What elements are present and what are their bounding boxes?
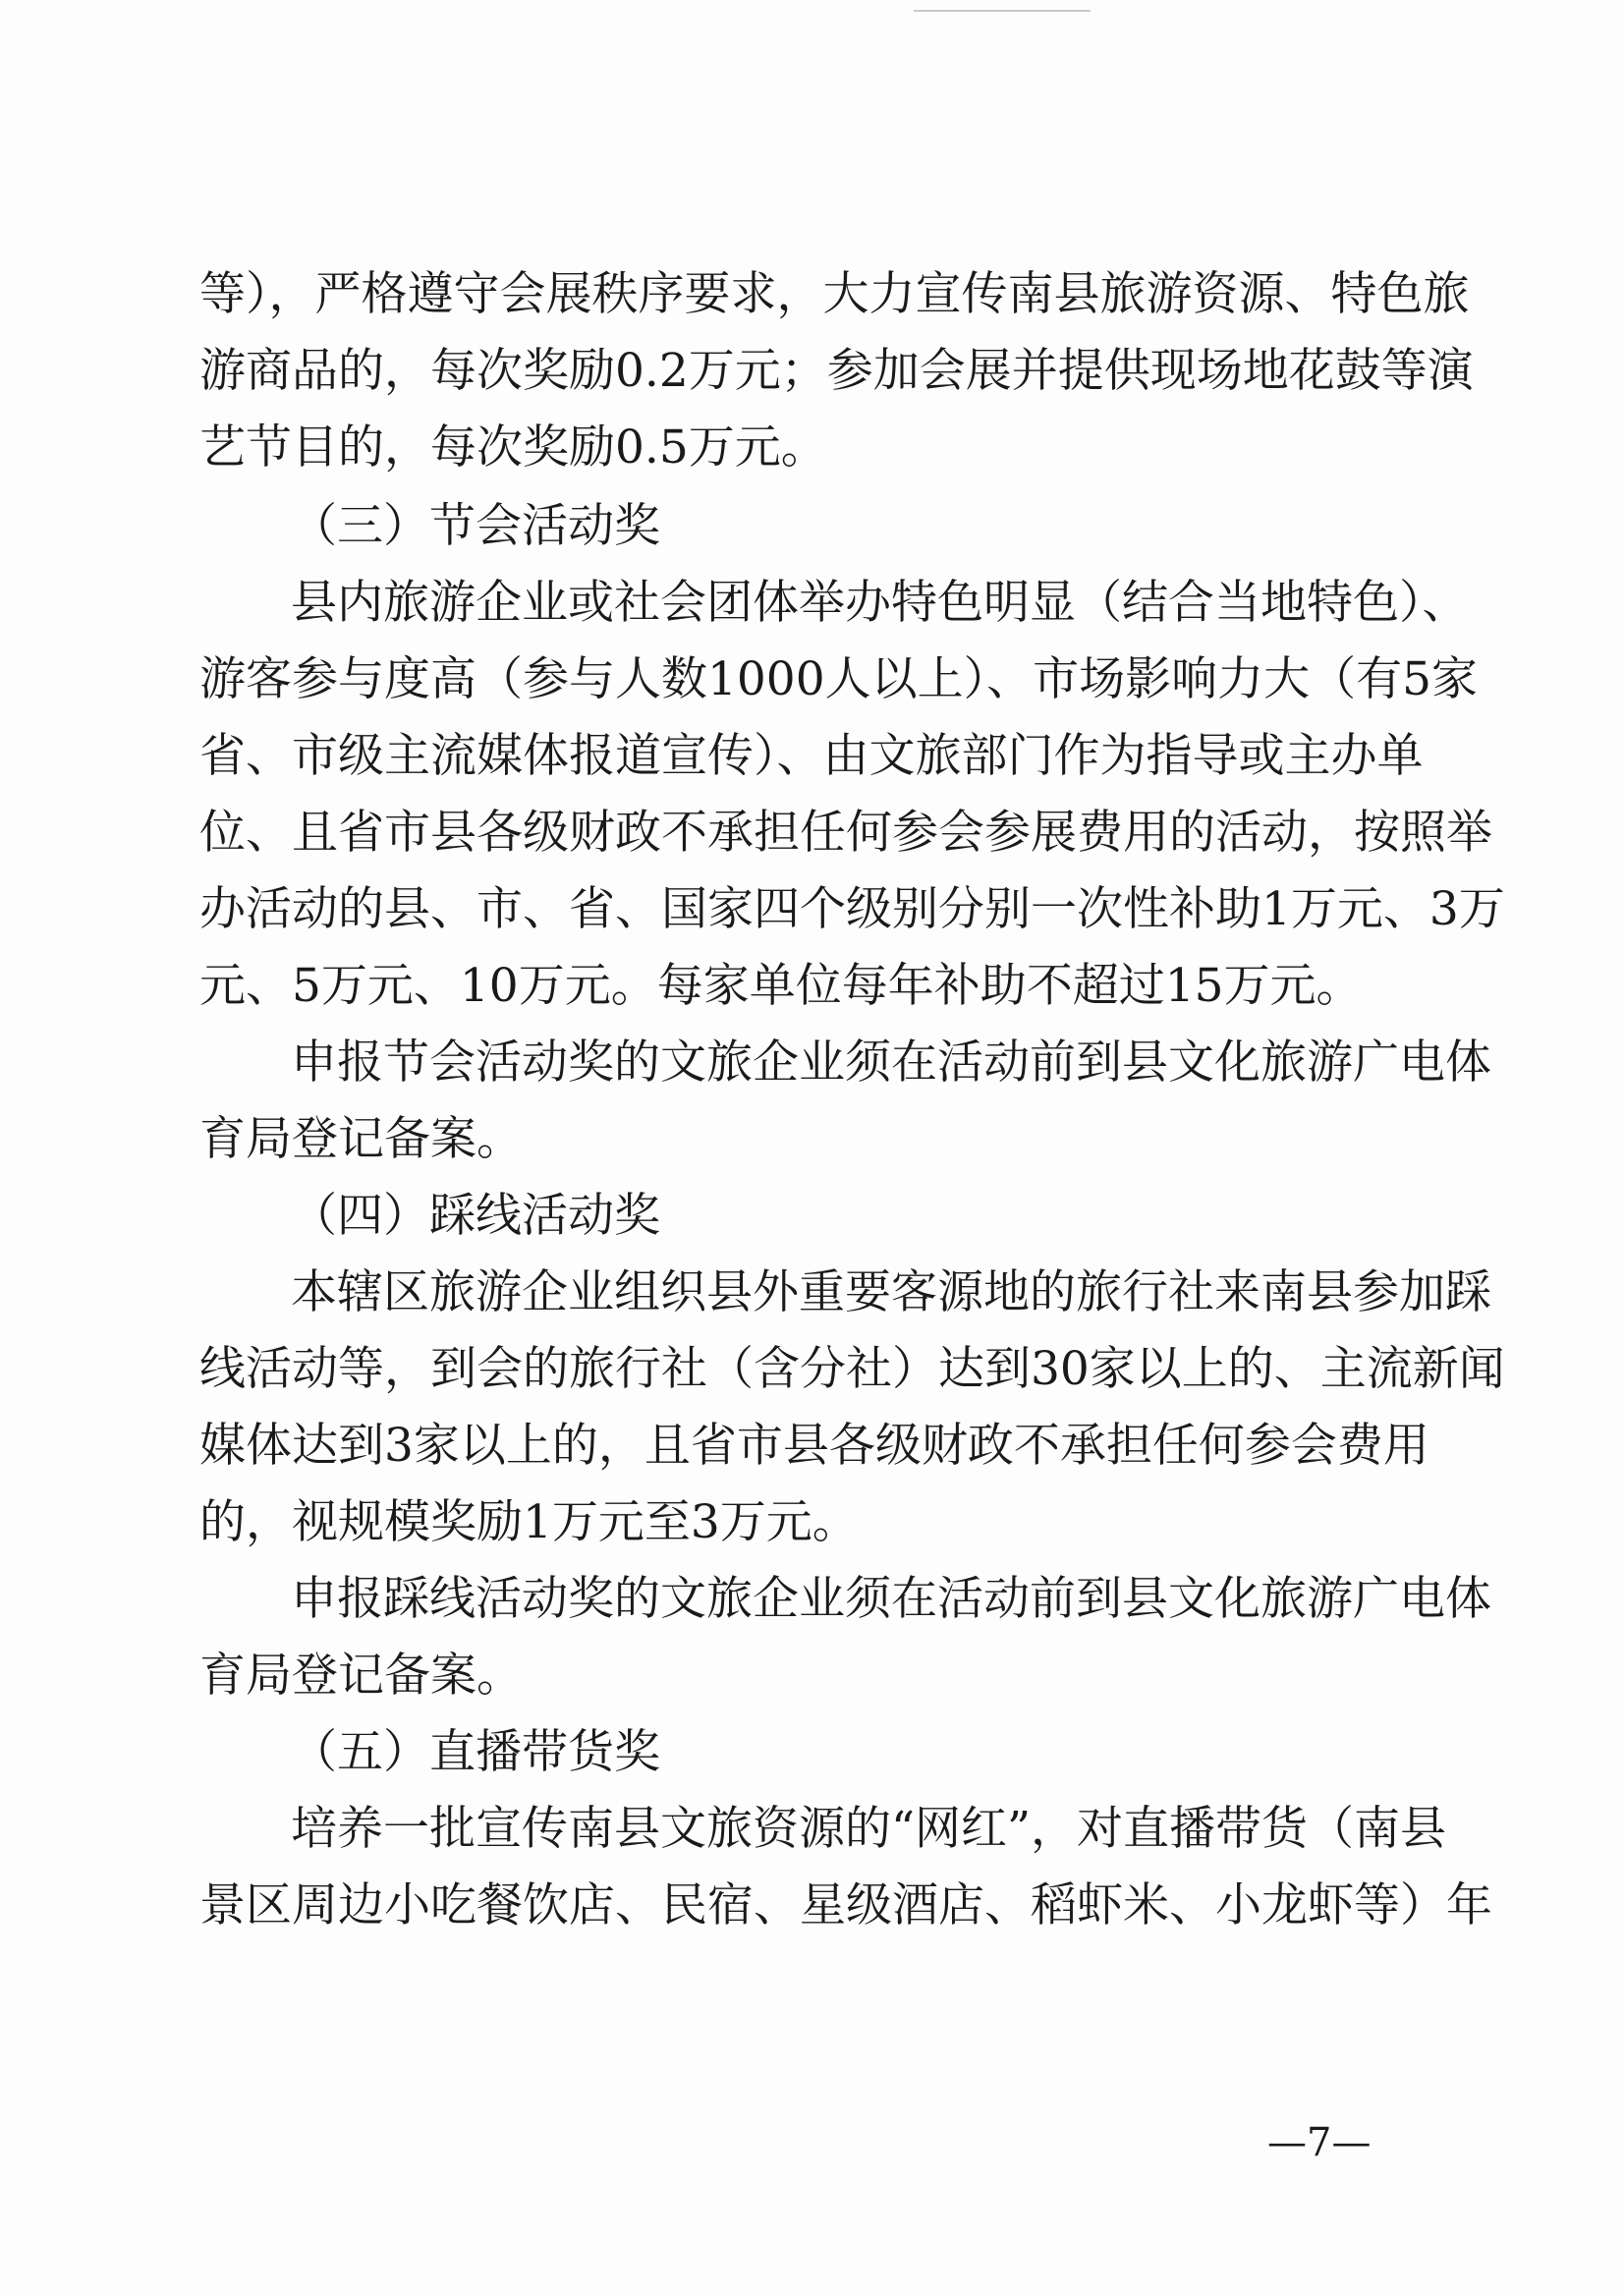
section-heading-5: （五）直播带货奖 xyxy=(291,1725,660,1779)
paragraph-line: 办活动的县、市、省、国家四个级别分别一次性补助1万元、3万 xyxy=(199,882,1505,936)
page-number: —7— xyxy=(1267,2120,1372,2165)
paragraph-line: 景区周边小吃餐饮店、民宿、星级酒店、稻虾米、小龙虾等）年 xyxy=(199,1878,1492,1932)
paragraph-line: 游商品的，每次奖励0.2万元；参加会展并提供现场地花鼓等演 xyxy=(199,344,1474,398)
paragraph-line: 县内旅游企业或社会团体举办特色明显（结合当地特色）、 xyxy=(291,576,1469,630)
paragraph-line: 育局登记备案。 xyxy=(199,1649,523,1703)
paragraph-line: 本辖区旅游企业组织县外重要客源地的旅行社来南县参加踩 xyxy=(291,1265,1491,1319)
paragraph-line: 省、市级主流媒体报道宣传）、由文旅部门作为指导或主办单 xyxy=(199,729,1424,783)
paragraph-line: 艺节目的，每次奖励0.5万元。 xyxy=(199,420,827,475)
section-heading-4: （四）踩线活动奖 xyxy=(291,1189,660,1243)
paragraph-line: 等），严格遵守会展秩序要求，大力宣传南县旅游资源、特色旅 xyxy=(199,267,1470,321)
paragraph-line: 游客参与度高（参与人数1000人以上）、市场影响力大（有5家 xyxy=(199,652,1479,706)
section-heading-3: （三）节会活动奖 xyxy=(291,499,660,553)
paragraph-line: 的，视规模奖励1万元至3万元。 xyxy=(199,1495,859,1549)
paragraph-line: 育局登记备案。 xyxy=(199,1112,523,1166)
paragraph-line: 媒体达到3家以上的，且省市县各级财政不承担任何参会费用 xyxy=(199,1419,1429,1473)
paragraph-line: 申报节会活动奖的文旅企业须在活动前到县文化旅游广电体 xyxy=(291,1036,1491,1090)
paragraph-line: 位、且省市县各级财政不承担任何参会参展费用的活动，按照举 xyxy=(199,806,1492,860)
scan-mark xyxy=(914,10,1091,12)
paragraph-line: 申报踩线活动奖的文旅企业须在活动前到县文化旅游广电体 xyxy=(291,1572,1491,1626)
paragraph-line: 元、5万元、10万元。每家单位每年补助不超过15万元。 xyxy=(199,959,1363,1013)
paragraph-line: 线活动等，到会的旅行社（含分社）达到30家以上的、主流新闻 xyxy=(199,1342,1505,1396)
paragraph-line: 培养一批宣传南县文旅资源的“网红”，对直播带货（南县 xyxy=(291,1802,1447,1856)
